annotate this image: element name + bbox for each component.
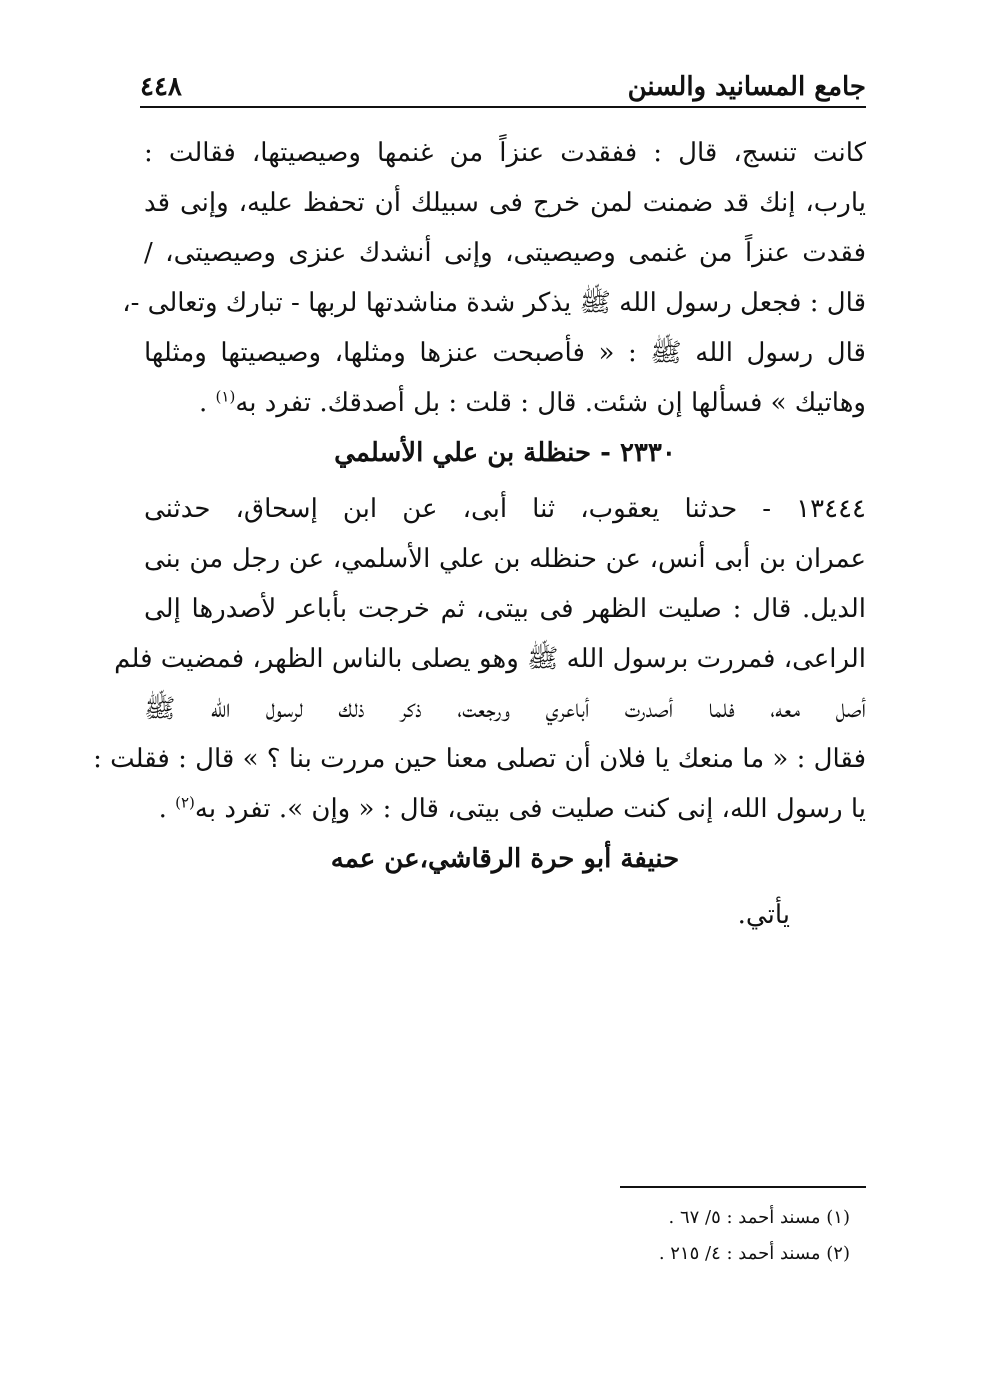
text-line: عمران بن أبى أنس، عن حنظله بن علي الأسلمي، عن رجل من بنى xyxy=(144,544,866,574)
text-line-content: يا رسول الله، إنى كنت صليت فى بيتى، قال : « وإن ». تفرد به xyxy=(194,794,866,824)
text-line: قال رسول الله ﷺ : « فأصبحت عنزها ومثلها، وصيصيتها ومثلها xyxy=(144,338,866,368)
footnote-ref-1[interactable]: (١) xyxy=(215,387,236,406)
body-text xyxy=(93,128,866,940)
running-head xyxy=(140,52,866,102)
footnotes xyxy=(560,1200,850,1272)
text-line xyxy=(144,378,866,428)
page-number: ٤٤٨ xyxy=(140,72,182,102)
footnote-ref-2[interactable]: (٢) xyxy=(175,793,195,812)
line-end-period: . xyxy=(158,794,167,824)
text-line: ١٣٤٤٤ - حدثنا يعقوب، ثنا أبى، عن ابن إسحاق، حدثنى xyxy=(144,494,866,524)
footnote: (٢) مسند أحمد : ٤/ ٢١٥ . xyxy=(658,1243,850,1264)
text-line: يارب، إنك قد ضمنت لمن خرج فى سبيلك أن تحفظ عليه، وإنى قد xyxy=(144,188,866,218)
book-title: جامع المسانيد والسنن xyxy=(627,72,866,102)
footnote: (١) مسند أحمد : ٥/ ٦٧ . xyxy=(668,1207,850,1228)
text-line: كانت تنسج، قال : ففقدت عنزاً من غنمها وصيصيتها، فقالت : xyxy=(144,138,866,168)
header-rule xyxy=(140,106,866,108)
subsection-heading: حنيفة أبو حرة الرقاشي،عن عمه xyxy=(330,844,680,874)
text-line: قال : فجعل رسول الله ﷺ يذكر شدة مناشدتها لربها - تبارك وتعالى -، xyxy=(122,288,866,318)
text-line: فقدت عنزاً من غنمى وصيصيتى، وإنى أنشدك عنزى وصيصيتى، / xyxy=(144,238,866,268)
text-line xyxy=(144,784,866,834)
line-end-period: . xyxy=(199,388,208,418)
text-line: يأتي. xyxy=(737,900,790,930)
text-line: فقال : « ما منعك يا فلان أن تصلى معنا حين مررت بنا ؟ » قال : فقلت : xyxy=(93,744,866,774)
text-line: الراعى، فمررت برسول الله ﷺ وهو يصلى بالناس الظهر، فمضيت فلم xyxy=(114,644,866,674)
text-line: الديل. قال : صليت الظهر فى بيتى، ثم خرجت بأباعر لأصدرها إلى xyxy=(144,594,866,624)
text-line-content: وهاتيك » فسألها إن شئت. قال : قلت : بل أصدقك. تفرد به xyxy=(235,388,866,418)
section-heading: ٢٣٣٠ - حنظلة بن علي الأسلمي xyxy=(334,438,676,468)
footnote-rule xyxy=(620,1186,866,1188)
text-line: أصل معه، فلما أصدرت أباعري ورجعت، ذكر ذلك لرسول الله ﷺ xyxy=(144,694,866,724)
